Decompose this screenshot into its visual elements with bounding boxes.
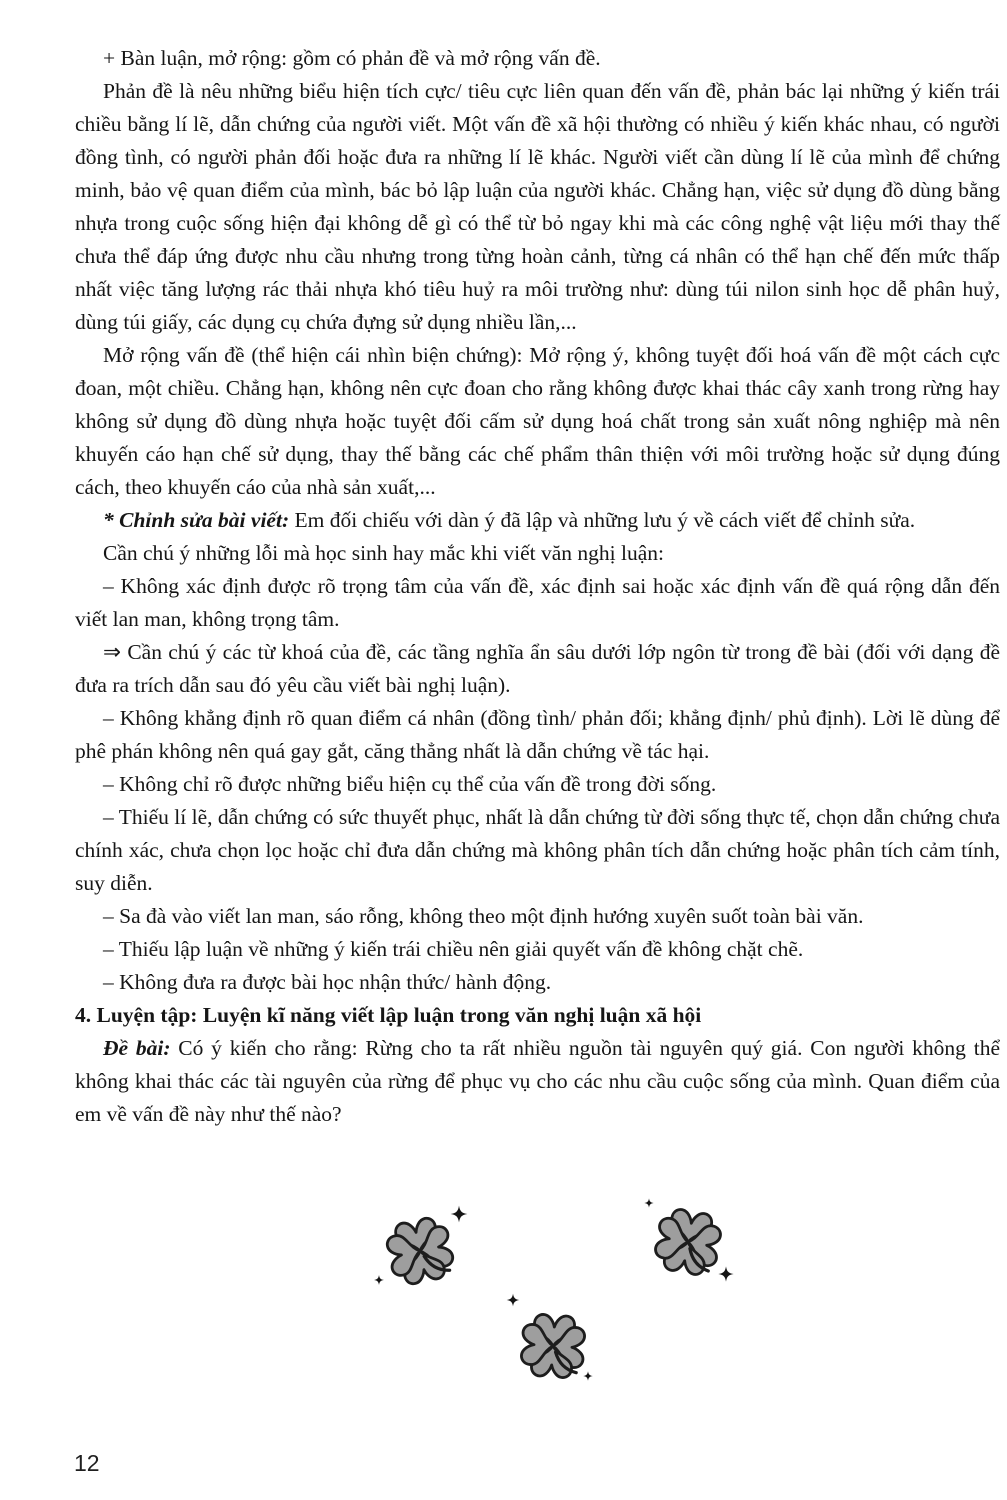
sparkle-icon — [718, 1266, 733, 1281]
list-item-loi-2: – Không khẳng định rõ quan điểm cá nhân (đồng tình/ phản đối; khẳng định/ phủ định). Lời lẽ dùng để phê phán không nên quá gay gắt, căng thẳng nhất là dẫn chứng về tác hại. — [75, 706, 1000, 763]
sparkle-icon — [644, 1198, 653, 1207]
list-item-loi-4: – Thiếu lí lẽ, dẫn chứng có sức thuyết phục, nhất là dẫn chứng từ đời sống thực tế, chọn dẫn chứng chưa chính xác, chưa chọn lọc hoặc chỉ đưa dẫn chứng mà không phân tích dẫn chứng hoặc phân tích cảm tính, suy diễn. — [75, 805, 1000, 895]
note-arrow: ⇒ Cần chú ý các từ khoá của đề, các tầng nghĩa ẩn sâu dưới lớp ngôn từ trong đề bài (đối với dạng đề đưa ra trích dẫn sau đó yêu cầu viết bài nghị luận). — [75, 640, 1000, 697]
four-leaf-clover-icon — [362, 1190, 480, 1308]
clover-glyph — [383, 1214, 456, 1287]
section-heading-luyen-tap: 4. Luyện tập: Luyện kĩ năng viết lập luận trong văn nghị luận xã hội — [75, 1003, 702, 1027]
paragraph-text: Em đối chiếu với dàn ý đã lập và những lưu ý về cách viết để chỉnh sửa. — [289, 508, 916, 532]
paragraph-ban-luan: + Bàn luận, mở rộng: gồm có phản đề và mở rộng vấn đề. — [103, 46, 601, 70]
paragraph-lead: Đề bài: — [103, 1036, 171, 1060]
paragraph-mo-rong-van-de: Mở rộng vấn đề (thể hiện cái nhìn biện chứng): Mở rộng ý, không tuyệt đối hoá vấn đề một cách cực đoan, một chiều. Chẳng hạn, không nên cực đoan cho rằng không được khai thác cây xanh trong rừng hay không sử dụng đồ dùng nhựa hoặc tuyệt đối cấm sử dụng hoá chất trong sản xuất nông nghiệp mà nên khuyến cáo hạn chế sử dụng, thay thế bằng các chế phẩm thân thiện với môi trường hoặc sử dụng đúng cách, theo khuyến cáo của nhà sản xuất,... — [75, 343, 1000, 499]
sparkle-icon — [374, 1275, 384, 1285]
four-leaf-clover-icon — [636, 1186, 744, 1294]
paragraph-phan-de: Phản đề là nêu những biểu hiện tích cực/ tiêu cực liên quan đến vấn đề, phản bác lại những ý kiến trái chiều bằng lí lẽ, dẫn chứng của người viết. Một vấn đề xã hội thường có nhiều ý kiến khác nhau, có người đồng tình, có người phản đối hoặc đưa ra những lí lẽ khác. Người viết cần dùng lí lẽ của mình để chứng minh, bảo vệ quan điểm của mình, bác bỏ lập luận của người khác. Chẳng hạn, việc sử dụng đồ dùng bằng nhựa trong cuộc sống hiện đại không dễ gì có thể từ bỏ ngay khi mà các công nghệ vật liệu mới thay thế chưa thể đáp ứng được nhu cầu nhưng trong từng hoàn cảnh, từng cá nhân có thể hạn chế đến mức thấp nhất việc tăng lượng rác thải nhựa khó tiêu huỷ ra môi trường như: dùng túi nilon sinh học dễ phân huỷ, dùng túi giấy, các dụng cụ chứa đựng sử dụng nhiều lần,... — [75, 79, 1000, 334]
paragraph-chinh-sua-bai-viet — [75, 504, 1000, 537]
sparkle-icon — [507, 1294, 520, 1307]
list-item-loi-3: – Không chỉ rõ được những biểu hiện cụ thể của vấn đề trong đời sống. — [103, 772, 717, 796]
list-item-loi-7: – Không đưa ra được bài học nhận thức/ hành động. — [103, 970, 552, 994]
text-block — [75, 42, 1000, 1131]
paragraph-lead: * Chỉnh sửa bài viết: — [103, 508, 290, 532]
paragraph-luu-y-loi: Cần chú ý những lỗi mà học sinh hay mắc khi viết văn nghị luận: — [103, 541, 664, 565]
sparkle-icon — [451, 1206, 468, 1223]
clover-glyph — [652, 1206, 723, 1277]
list-item-loi-1: – Không xác định được rõ trọng tâm của vấn đề, xác định sai hoặc xác định vấn đề quá rộng dẫn đến viết lan man, không trọng tâm. — [75, 574, 1000, 631]
list-item-loi-6: – Thiếu lập luận về những ý kiến trái chiều nên giải quyết vấn đề không chặt chẽ. — [103, 937, 804, 961]
sparkle-icon — [583, 1371, 593, 1381]
paragraph-de-bai — [75, 1032, 1000, 1131]
paragraph-text: Có ý kiến cho rằng: Rừng cho ta rất nhiều nguồn tài nguyên quý giá. Con người không thể không khai thác các tài nguyên của rừng để phục vụ cho các nhu cầu cuộc sống của mình. Quan điểm của em về vấn đề này như thế nào? — [75, 1036, 1000, 1126]
four-leaf-clover-icon — [494, 1284, 612, 1402]
page-number: 12 — [74, 1450, 100, 1476]
list-item-loi-5: – Sa đà vào viết lan man, sáo rỗng, không theo một định hướng xuyên suốt toàn bài văn. — [103, 904, 864, 928]
clover-glyph — [520, 1313, 586, 1379]
